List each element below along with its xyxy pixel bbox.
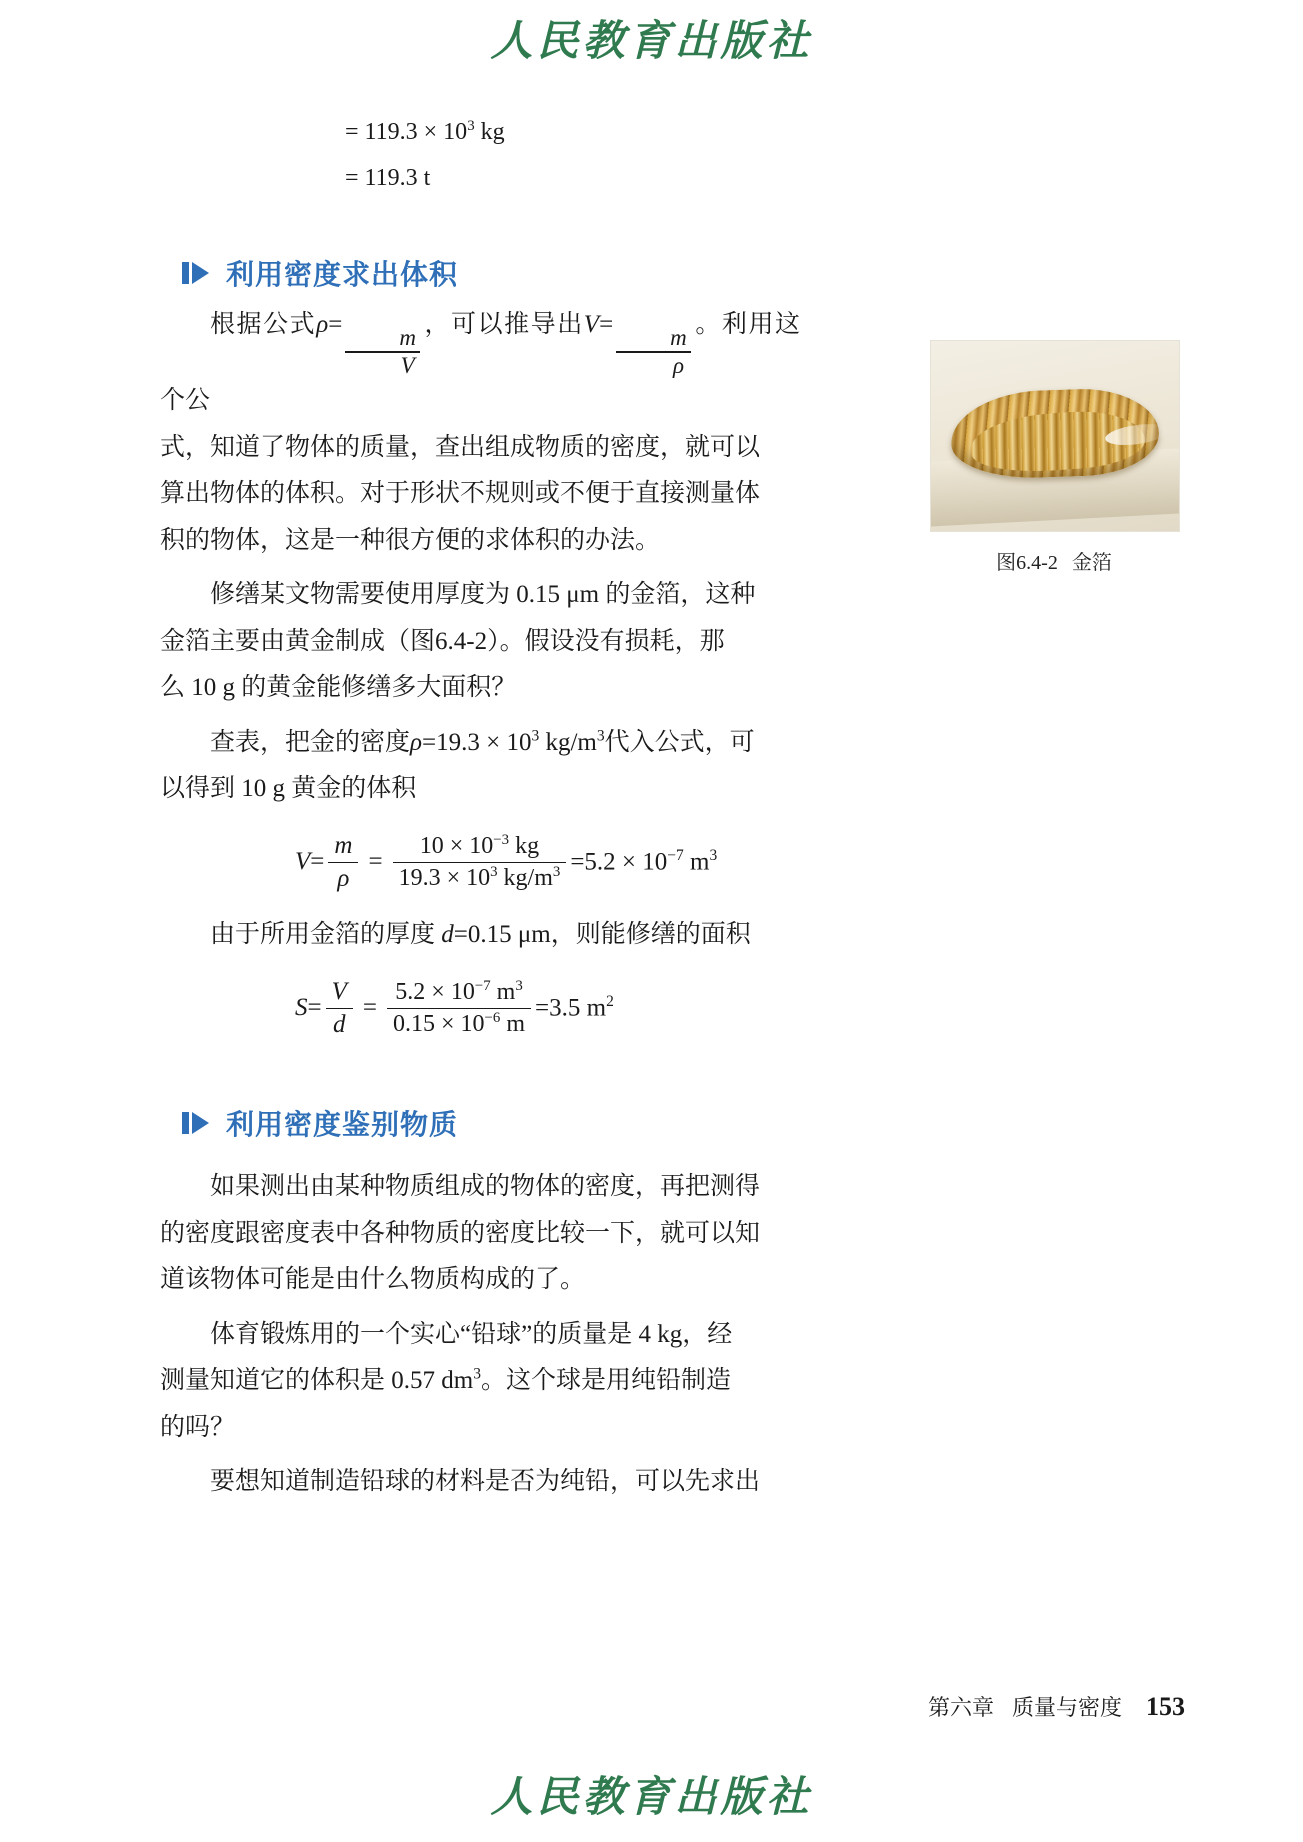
formula-area-num-text: 5.2 × 10 <box>395 978 475 1005</box>
formula-area-lhs-eq: = <box>307 994 322 1022</box>
paragraph-thickness <box>160 913 1065 958</box>
p1-line2: 式，知道了物体的质量，查出组成物质的密度，就可以 <box>160 433 761 461</box>
p1-m: m <box>399 324 416 350</box>
p3-unit-exponent: 3 <box>596 727 605 745</box>
formula-area-lhs-var: S <box>295 994 308 1022</box>
paragraph-gold-foil-line1 <box>160 573 800 618</box>
top-equation-block <box>345 110 1140 201</box>
p1-eq2: = <box>599 311 614 339</box>
formula-volume-lhs-fraction <box>328 830 358 896</box>
paragraph-derive-volume <box>160 303 800 423</box>
p3-rho: ρ <box>410 728 423 756</box>
section-heading-label: 利用密度求出体积 <box>226 259 459 291</box>
formula-volume-result <box>570 847 717 877</box>
p4-pre: 由于所用金箔的厚度 <box>210 921 442 949</box>
figure-caption <box>930 546 1178 575</box>
p5-line2: 的密度跟密度表中各种物质的密度比较一下，就可以知 <box>160 1219 761 1247</box>
paragraph-derive-volume-line3 <box>160 472 800 517</box>
page-footer <box>928 1691 1185 1722</box>
formula-area-numerator <box>389 977 528 1008</box>
footer-page-number: 153 <box>1146 1692 1185 1721</box>
formula-volume-lhs-var: V <box>295 848 311 876</box>
footer-chapter: 第六章 <box>927 1695 994 1720</box>
p1-part1: 根据公式 <box>210 311 317 339</box>
formula-volume-den-text: 19.3 × 10 <box>398 865 491 892</box>
triangle-marker-icon <box>182 260 212 286</box>
paragraph-shotput-line1 <box>160 1313 1065 1358</box>
triangle-marker-icon <box>182 1110 212 1136</box>
formula-volume-result-eq: =5.2 × 10 <box>570 848 668 876</box>
formula-volume <box>295 830 1140 896</box>
equation-line-1 <box>345 110 1140 156</box>
paragraph-shotput-line2 <box>160 1359 1065 1404</box>
formula-volume-lhs-eq: = <box>310 848 325 876</box>
paragraph-gold-foil-line2 <box>160 620 800 665</box>
p7-line1: 要想知道制造铅球的材料是否为纯铅，可以先求出 <box>210 1468 761 1496</box>
formula-area-mid-eq: = <box>362 994 377 1022</box>
p2-line2: 金箔主要由黄金制成（图6.4-2）。假设没有损耗，那 <box>160 627 725 655</box>
figure-caption-label: 图6.4-2 <box>996 552 1058 574</box>
p3-post: 代入公式，可 <box>604 728 755 756</box>
p1-line3: 算出物体的体积。对于形状不规则或不便于直接测量体 <box>160 480 761 508</box>
formula-area-result <box>535 993 614 1023</box>
formula-area-result-eq: =3.5 m <box>535 994 607 1022</box>
formula-area <box>295 976 1140 1042</box>
formula-volume-numerator <box>414 831 545 862</box>
equation-line-2 <box>345 156 1140 202</box>
p6-line2-exp: 3 <box>473 1365 481 1383</box>
paragraph-lookup-density-line2 <box>160 767 800 812</box>
publisher-mark-top: 人民教育出版社 <box>490 19 813 65</box>
formula-area-den-unit: m <box>500 1011 526 1038</box>
formula-volume-den-unit-exp: 3 <box>552 864 561 881</box>
formula-volume-main-fraction <box>393 831 567 894</box>
paragraph-closing <box>160 1460 1065 1505</box>
p2-line3: 么 10 g 的黄金能修缮多大面积？ <box>160 674 517 702</box>
formula-area-result-exp: 2 <box>606 993 614 1011</box>
paragraph-identify-line1 <box>160 1165 1065 1210</box>
equation-1-exponent: 3 <box>467 118 475 134</box>
p1-m2: m <box>670 324 687 350</box>
section-heading-volume <box>182 253 1140 293</box>
p1-v: V <box>400 352 415 378</box>
p1-fraction-m-over-rho <box>616 325 691 379</box>
p4-d: d <box>441 921 454 949</box>
p3-pre: 查表，把金的密度 <box>210 728 411 756</box>
p1-line4: 积的物体，这是一种很方便的求体积的办法。 <box>160 526 661 554</box>
figure-gold-foil <box>930 340 1178 575</box>
publisher-mark-bottom: 人民教育出版社 <box>490 1775 813 1821</box>
formula-volume-lhs-den: ρ <box>337 865 350 893</box>
p4-post: =0.15 μm，则能修缮的面积 <box>453 921 751 949</box>
formula-volume-num-unit: kg <box>509 832 540 859</box>
p6-line3: 的吗？ <box>160 1413 236 1441</box>
formula-area-denominator <box>387 1009 531 1040</box>
paragraph-identify-line2 <box>160 1212 1065 1257</box>
formula-volume-lhs-num: m <box>334 831 353 859</box>
formula-area-num-unit-exp: 3 <box>515 977 523 994</box>
formula-volume-result-exp: −7 <box>667 847 684 865</box>
gold-foil-photo <box>930 340 1180 532</box>
formula-volume-num-exp: −3 <box>493 831 510 848</box>
formula-volume-result-unit-exp: 3 <box>709 847 718 865</box>
p5-line3: 道该物体可能是由什么物质构成的了。 <box>160 1266 586 1294</box>
formula-volume-den-unit: kg/m <box>497 865 553 892</box>
p1-rho: ρ <box>316 311 329 339</box>
p2-line1: 修缮某文物需要使用厚度为 0.15 μm 的金箔，这种 <box>210 581 756 609</box>
formula-area-lhs-den: d <box>333 1011 346 1039</box>
formula-volume-num-text: 10 × 10 <box>419 832 494 859</box>
formula-area-lhs-num: V <box>331 977 347 1005</box>
formula-volume-den-exp: 3 <box>490 864 498 881</box>
paragraph-lookup-density-line1 <box>160 721 800 766</box>
section-heading-label: 利用密度鉴别物质 <box>226 1109 459 1141</box>
formula-volume-mid-eq: = <box>368 848 383 876</box>
p1-v2: V <box>583 311 600 339</box>
formula-area-num-unit: m <box>490 978 516 1005</box>
formula-area-num-exp: −7 <box>474 977 491 994</box>
p3-exponent: 3 <box>531 727 540 745</box>
p6-line1: 体育锻炼用的一个实心“铅球”的质量是 4 kg，经 <box>210 1320 733 1348</box>
p3-unit: kg/m <box>539 728 597 756</box>
p5-line1: 如果测出由某种物质组成的物体的密度，再把测得 <box>210 1173 761 1201</box>
equation-2-text: = 119.3 t <box>345 164 431 191</box>
equation-1-text: = 119.3 × 10 <box>345 119 468 145</box>
p1-rho2: ρ <box>672 352 684 378</box>
formula-area-lhs-fraction <box>326 976 353 1042</box>
formula-area-den-exp: −6 <box>484 1010 501 1027</box>
paragraph-gold-foil-line3 <box>160 666 800 711</box>
p1-eq1: = <box>328 311 343 339</box>
paragraph-identify-line3 <box>160 1258 1065 1303</box>
equation-1-unit: kg <box>474 119 505 145</box>
p6-line2-post: 。这个球是用纯铅制造 <box>480 1367 731 1395</box>
p3-value: =19.3 × 10 <box>422 728 532 756</box>
section-heading-identify <box>182 1103 1140 1143</box>
p3-line2: 以得到 10 g 黄金的体积 <box>160 775 417 803</box>
p1-part3: 。利用这个公 <box>160 311 800 415</box>
p1-fraction-m-over-v <box>345 325 420 379</box>
figure-caption-text: 金箔 <box>1071 552 1112 574</box>
footer-chapter-title: 质量与密度 <box>1011 1695 1122 1720</box>
formula-area-den-text: 0.15 × 10 <box>393 1011 485 1038</box>
p6-line2-pre: 测量知道它的体积是 0.57 dm <box>160 1367 474 1395</box>
formula-volume-result-unit: m <box>683 848 710 876</box>
p1-part2: ，可以推导出 <box>422 311 584 339</box>
paragraph-shotput-line3 <box>160 1406 1065 1451</box>
formula-volume-denominator <box>393 863 567 894</box>
page-content <box>160 110 1140 1507</box>
paragraph-derive-volume-line4 <box>160 519 800 564</box>
paragraph-derive-volume-line2 <box>160 426 800 471</box>
formula-area-main-fraction <box>387 977 531 1040</box>
